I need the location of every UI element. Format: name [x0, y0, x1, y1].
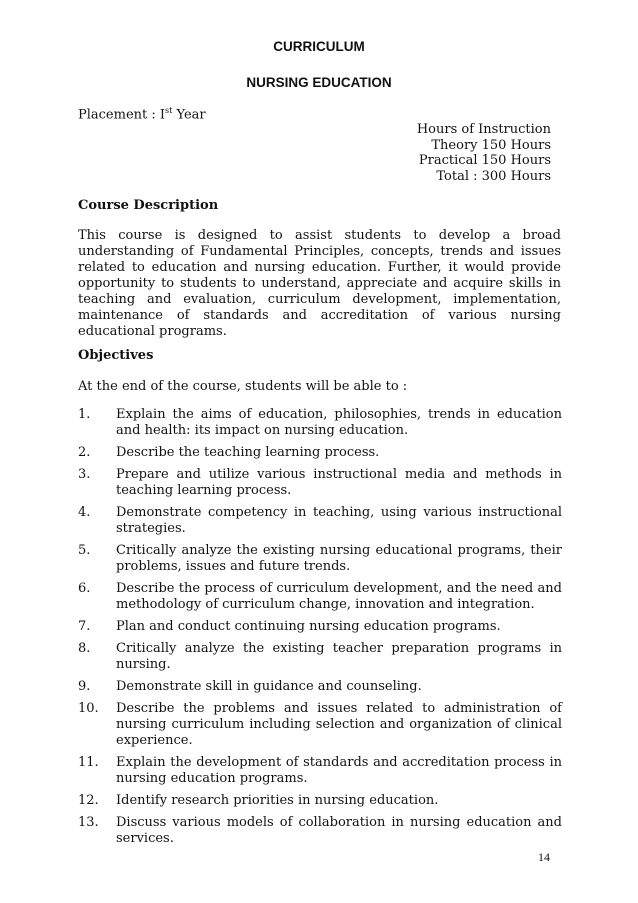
- list-item-text: Describe the teaching learning process.: [116, 445, 380, 460]
- list-item: [78, 445, 562, 461]
- list-item-text: Demonstrate skill in guidance and counseling.: [116, 679, 422, 694]
- list-item-text: Critically analyze the existing nursing educational programs, their problems, issues and future trends.: [116, 543, 562, 574]
- page-number: 14: [538, 850, 550, 864]
- list-item: [78, 793, 562, 809]
- list-item: [78, 619, 562, 635]
- list-item: [78, 755, 562, 787]
- hours-practical: Practical 150 Hours: [418, 153, 551, 169]
- objectives-heading: Objectives: [78, 348, 154, 363]
- page-title: CURRICULUM: [273, 39, 365, 54]
- list-item: [78, 467, 562, 499]
- list-item-text: Explain the development of standards and accreditation process in nursing education programs.: [116, 755, 562, 786]
- placement-label: Placement : I: [78, 107, 166, 123]
- list-item-text: Describe the problems and issues related to administration of nursing curriculum including selection and organization of clinical experience.: [116, 701, 562, 748]
- list-item-number: 3.: [78, 467, 91, 482]
- list-item-text: Describe the process of curriculum development, and the need and methodology of curriculum change, innovation and integration.: [116, 581, 562, 612]
- list-item-text: Prepare and utilize various instructional media and methods in teaching learning process.: [116, 467, 562, 498]
- list-item: [78, 581, 562, 613]
- list-item-number: 13.: [78, 815, 99, 830]
- list-item-number: 1.: [78, 407, 91, 422]
- list-item-text: Discuss various models of collaboration in nursing education and services.: [116, 815, 562, 846]
- list-item: [78, 815, 562, 847]
- placement-line: [78, 106, 206, 122]
- list-item-text: Critically analyze the existing teacher preparation programs in nursing.: [116, 641, 562, 672]
- placement-superscript: st: [165, 106, 173, 115]
- hours-heading: Hours of Instruction: [416, 122, 551, 137]
- list-item-number: 7.: [78, 619, 91, 634]
- list-item-text: Explain the aims of education, philosophies, trends in education and health: its impact on nursing education.: [116, 407, 562, 438]
- list-item-text: Identify research priorities in nursing education.: [116, 793, 439, 808]
- list-item-number: 11.: [78, 755, 99, 770]
- placement-suffix: Year: [172, 107, 206, 123]
- list-item-number: 12.: [78, 793, 99, 808]
- list-item-number: 9.: [78, 679, 91, 694]
- list-item-text: Plan and conduct continuing nursing education programs.: [116, 619, 501, 634]
- course-description-text: This course is designed to assist students to develop a broad understanding of Fundamental Principles, concepts, trends and issues related to education and nursing education. Further, it would provide opportunity to students to understand, appreciate and acquire skills in teaching and evaluation, curriculum development, implementation, maintenance of standards and accreditation of various nursing educational programs.: [78, 228, 561, 339]
- hours-theory: Theory 150 Hours: [431, 137, 551, 153]
- list-item-text: Demonstrate competency in teaching, using various instructional strategies.: [116, 505, 562, 536]
- list-item: [78, 679, 562, 695]
- objectives-intro: At the end of the course, students will be able to :: [78, 379, 408, 394]
- objectives-list: [78, 407, 562, 853]
- list-item-number: 5.: [78, 543, 91, 558]
- hours-total: Total : 300 Hours: [436, 168, 551, 184]
- page-subtitle: NURSING EDUCATION: [246, 75, 392, 90]
- list-item-number: 8.: [78, 641, 91, 656]
- list-item-number: 6.: [78, 581, 91, 596]
- list-item-number: 10.: [78, 701, 99, 716]
- list-item: [78, 543, 562, 575]
- hours-block: [417, 122, 551, 184]
- list-item-number: 4.: [78, 505, 91, 520]
- list-item-number: 2.: [78, 445, 91, 460]
- list-item: [78, 505, 562, 537]
- list-item: [78, 641, 562, 673]
- course-description-heading: Course Description: [78, 198, 219, 213]
- list-item: [78, 701, 562, 749]
- list-item: [78, 407, 562, 439]
